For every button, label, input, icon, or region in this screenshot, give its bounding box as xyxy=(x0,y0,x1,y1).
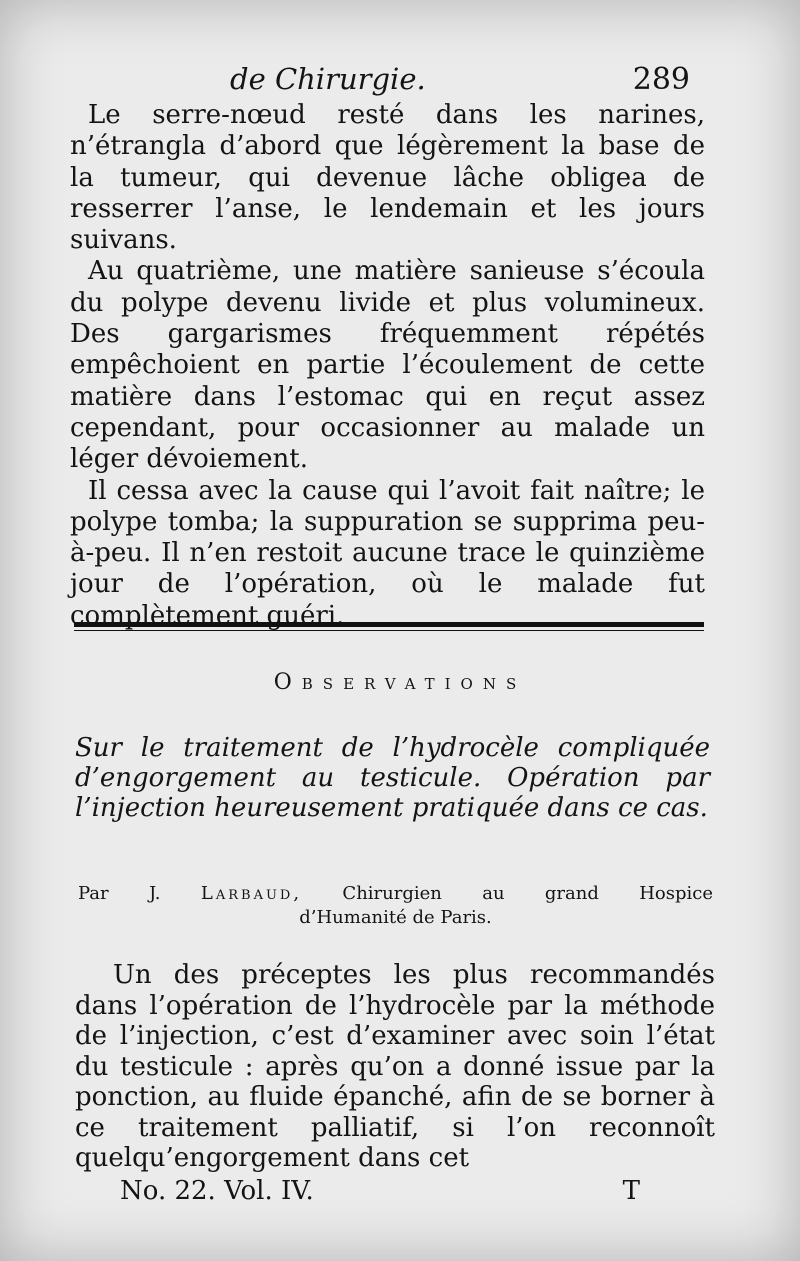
author-byline xyxy=(78,882,713,930)
paragraph: Un des préceptes les plus recommandés dans l’opération de l’hydrocèle par la méthode de l’injection, c’est d’examiner avec soin l’état du testicule : après qu’on a donné issue par la ponction, au fluide épanché, afin de se borner à ce traitement palliatif, si l’on reconnoît quelqu’engorgement dans cet xyxy=(75,960,715,1173)
paragraph: Il cessa avec la cause qui l’avoit fait naître; le polype tomba; la suppuration se supprima peu-à-peu. Il n’en restoit aucune trace le quinzième jour de l’opération, où le malade fut complètement guéri. xyxy=(70,475,705,631)
signature-letter: T xyxy=(622,1176,640,1206)
section-subtitle: Sur le traitement de l’hydrocèle compliquée d’engorgement au testicule. Opération par l’injection heureusement pratiquée dans ce cas. xyxy=(75,733,710,823)
paragraph: Au quatrième, une matière sanieuse s’écoula du polype devenu livide et plus volumineux. Des gargarismes fréquemment répétés empêchoient en partie l’écoulement de cette matière dans l’estomac qui en reçut assez cependant, pour occasionner au malade un léger dévoiement. xyxy=(70,256,705,475)
section-divider xyxy=(74,622,704,631)
observation-text xyxy=(75,960,715,1174)
author-role: Chirurgien au grand Hospice xyxy=(342,883,713,904)
signature-line xyxy=(120,1176,640,1216)
running-title: de Chirurgie. xyxy=(230,62,426,96)
author-name: Larbaud, xyxy=(200,883,303,904)
page-number: 289 xyxy=(632,62,690,97)
previous-section-text xyxy=(70,100,705,632)
paragraph: Le serre-nœud resté dans les narines, n’étrangla d’abord que légèrement la base de la tumeur, qui devenue lâche obligea de resserrer l’anse, le lendemain et les jours suivans. xyxy=(70,100,705,256)
section-heading: Observations xyxy=(273,670,527,695)
signature-number: No. 22. Vol. IV. xyxy=(120,1176,314,1206)
author-place: d’Humanité de Paris. xyxy=(299,907,492,928)
byline-prefix: Par J. xyxy=(78,883,161,904)
